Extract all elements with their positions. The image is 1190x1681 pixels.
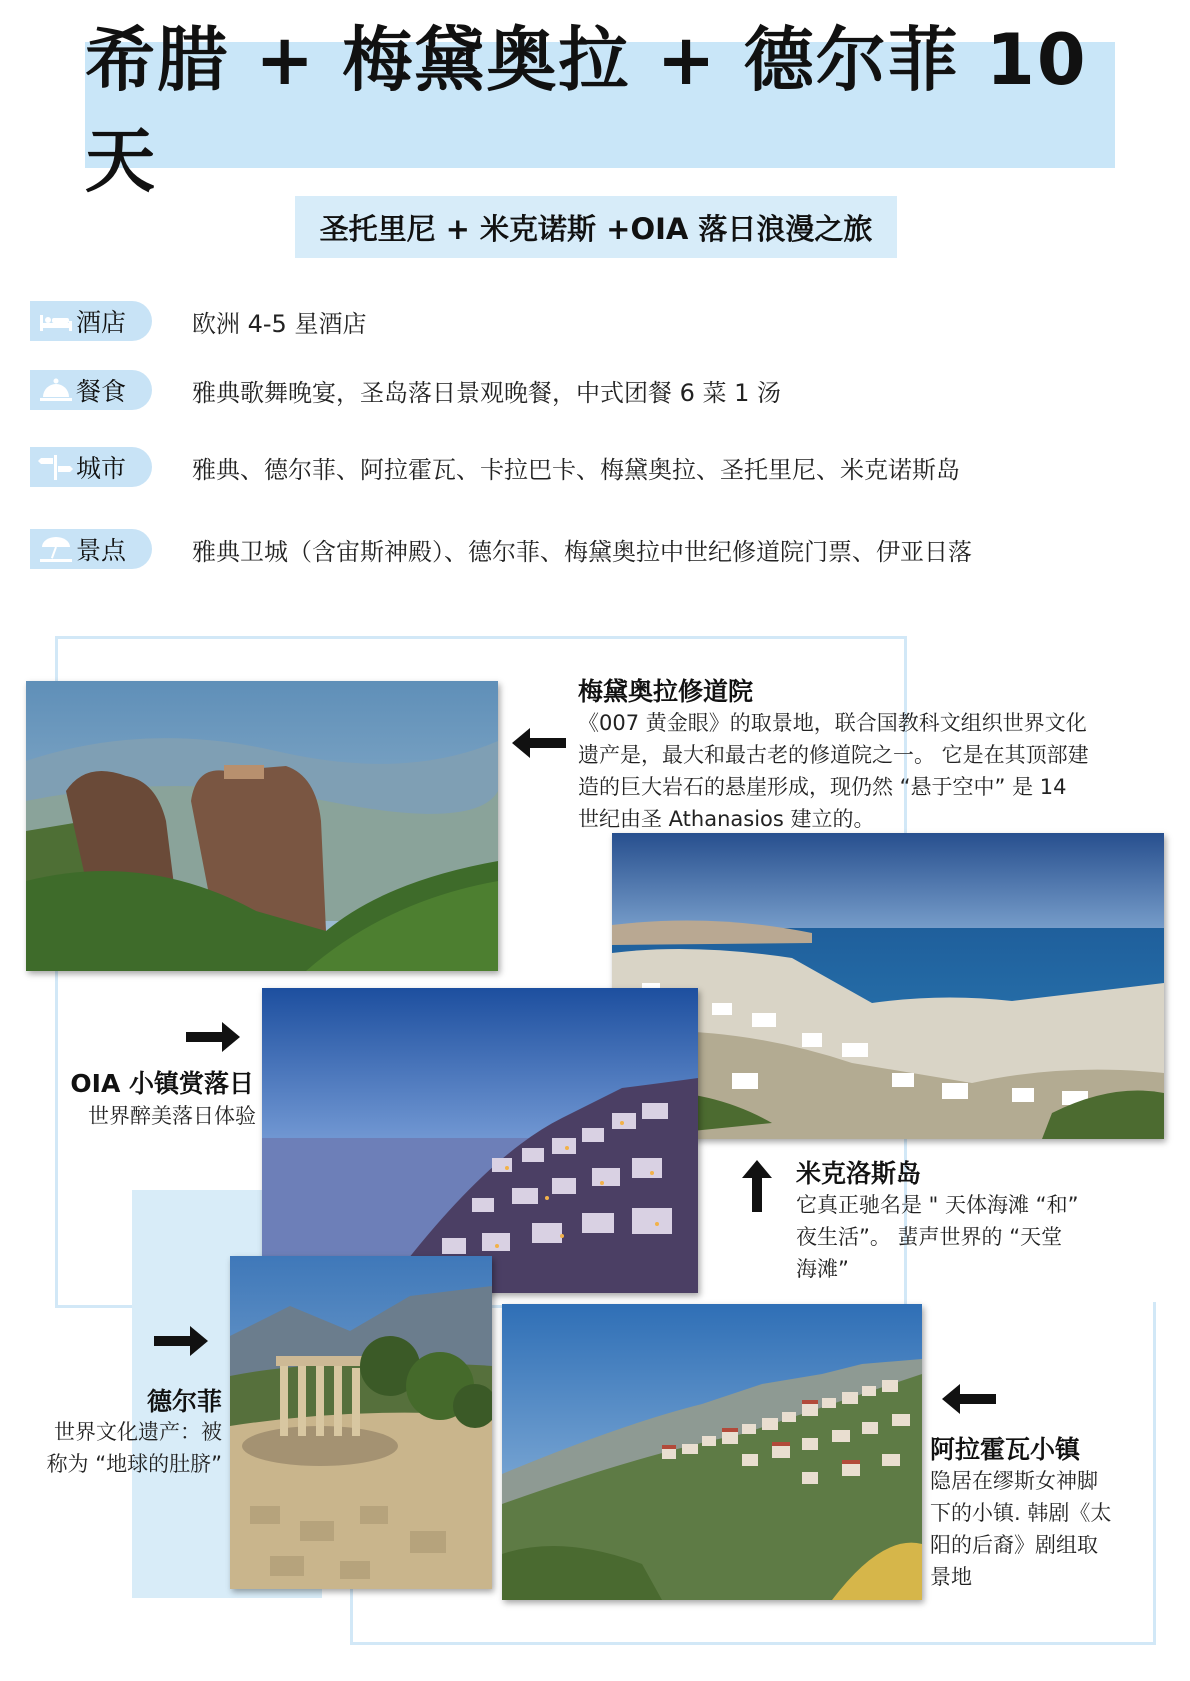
mykonos-arrow-up-icon <box>740 1158 774 1214</box>
meteora-arrow-left-icon <box>510 726 568 760</box>
meteora-photo <box>26 681 498 971</box>
arachova-line: 阳的后裔》剧组取 <box>930 1533 1098 1557</box>
delphi-line: 世界文化遗产：被 <box>54 1420 222 1444</box>
oia-line: 世界醉美落日体验 <box>88 1104 256 1128</box>
bed-icon <box>38 307 74 335</box>
delphi-title: 德尔菲 <box>146 1387 222 1416</box>
info-row-cities <box>30 444 1150 490</box>
signpost-icon <box>38 453 74 481</box>
oia-title: OIA 小镇赏落日 <box>70 1069 254 1098</box>
mykonos-line: 海滩” <box>796 1257 849 1281</box>
info-label-cities: 城市 <box>76 454 127 483</box>
arachova-arrow-left-icon <box>940 1382 998 1416</box>
mykonos-line: 夜生活”。 蜚声世界的 “天堂 <box>796 1225 1063 1249</box>
info-row-hotel <box>30 298 1150 344</box>
meteora-line: 遗产是，最大和最古老的修道院之一。 它是在其顶部建 <box>578 743 1089 767</box>
info-label-attractions: 景点 <box>76 536 127 565</box>
meteora-description <box>578 707 1178 835</box>
mykonos-title: 米克洛斯岛 <box>796 1159 922 1188</box>
delphi-arrow-right-icon <box>152 1324 210 1358</box>
info-label-hotel: 酒店 <box>76 308 127 337</box>
info-tag-attractions <box>30 529 152 569</box>
delphi-photo <box>230 1256 492 1589</box>
page-subtitle: 圣托里尼 + 米克诺斯 +OIA 落日浪漫之旅 <box>319 211 873 246</box>
arachova-line: 景地 <box>930 1565 972 1589</box>
delphi-description <box>20 1416 222 1480</box>
info-tag-meals <box>30 370 152 410</box>
info-value-attractions: 雅典卫城（含宙斯神殿）、德尔菲、梅黛奥拉中世纪修道院门票、伊亚日落 <box>192 537 972 566</box>
oia-description <box>56 1100 256 1132</box>
info-value-hotel: 欧洲 4-5 星酒店 <box>192 309 367 338</box>
page-title: 希腊 + 梅黛奥拉 + 德尔菲 10 天 <box>85 19 1088 202</box>
meteora-title: 梅黛奥拉修道院 <box>578 677 754 706</box>
dish-cloche-icon <box>38 376 74 404</box>
info-row-meals <box>30 367 1150 413</box>
info-row-attractions <box>30 526 1150 572</box>
meteora-line: 造的巨大岩石的悬崖形成，现仍然 “悬于空中” 是 14 <box>578 775 1067 799</box>
arachova-line: 下的小镇. 韩剧《太 <box>930 1501 1112 1525</box>
mykonos-description <box>796 1189 1136 1285</box>
title-banner <box>85 19 1115 202</box>
meteora-line: 世纪由圣 Athanasios 建立的。 <box>578 807 875 831</box>
mykonos-line: 它真正驰名是 " 天体海滩 “和” <box>796 1193 1079 1217</box>
arachova-title: 阿拉霍瓦小镇 <box>930 1435 1081 1464</box>
oia-photo <box>262 988 698 1293</box>
delphi-line: 称为 “地球的肚脐” <box>46 1452 222 1476</box>
info-tag-hotel <box>30 301 152 341</box>
info-value-cities: 雅典、德尔菲、阿拉霍瓦、卡拉巴卡、梅黛奥拉、圣托里尼、米克诺斯岛 <box>192 455 960 484</box>
info-value-meals: 雅典歌舞晚宴，圣岛落日景观晚餐，中式团餐 6 菜 1 汤 <box>192 378 782 407</box>
oia-arrow-right-icon <box>184 1020 242 1054</box>
subtitle-banner <box>295 196 897 258</box>
beach-umbrella-icon <box>38 535 74 563</box>
arachova-line: 隐居在缪斯女神脚 <box>930 1469 1098 1493</box>
arachova-photo <box>502 1304 922 1600</box>
meteora-line: 《007 黄金眼》的取景地，联合国教科文组织世界文化 <box>578 711 1087 735</box>
info-tag-cities <box>30 447 152 487</box>
arachova-description <box>930 1465 1180 1593</box>
info-label-meals: 餐食 <box>76 377 127 406</box>
